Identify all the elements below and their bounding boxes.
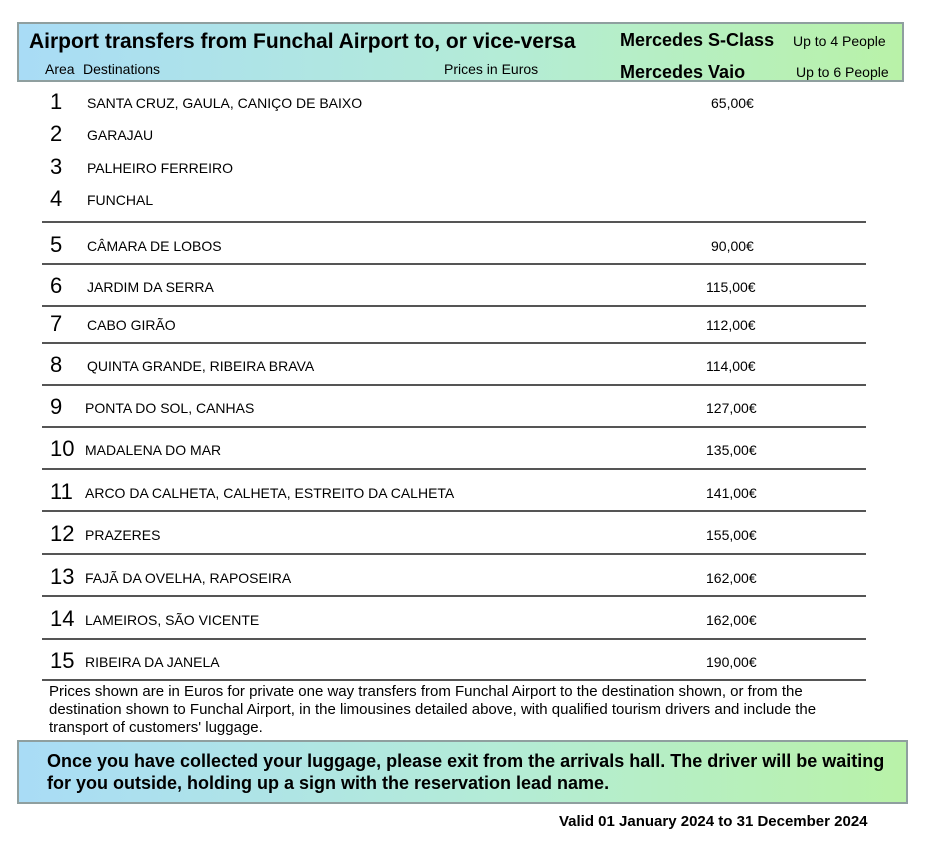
area-number: 4 xyxy=(50,186,63,211)
area-number: 6 xyxy=(50,273,63,298)
destination-name: JARDIM DA SERRA xyxy=(87,279,214,295)
row-divider xyxy=(42,553,866,555)
page-title: Airport transfers from Funchal Airport to, or vice-versa xyxy=(29,30,576,53)
destinations-column-label: Destinations xyxy=(83,61,161,77)
destination-name: PONTA DO SOL, CANHAS xyxy=(85,400,255,416)
area-number: 2 xyxy=(50,121,63,146)
table-row xyxy=(42,122,866,146)
destination-name: CÂMARA DE LOBOS xyxy=(87,238,222,254)
price-value: 65,00€ xyxy=(711,95,754,111)
area-number: 11 xyxy=(50,479,73,504)
area-number: 5 xyxy=(50,232,63,257)
destination-name: LAMEIROS, SÃO VICENTE xyxy=(85,612,260,628)
table-row xyxy=(42,522,866,546)
table-row xyxy=(42,187,866,211)
price-value: 115,00€ xyxy=(706,279,756,295)
table-row xyxy=(42,649,866,673)
row-divider xyxy=(42,263,866,265)
area-number: 15 xyxy=(50,648,75,673)
area-number: 3 xyxy=(50,154,63,179)
table-row xyxy=(42,274,866,298)
table-row xyxy=(42,395,866,419)
table-row xyxy=(42,233,866,257)
price-value: 162,00€ xyxy=(706,570,757,586)
pricing-note: Prices shown are in Euros for private one way transfers from Funchal Airport to the destination shown, or from the destination shown to Funchal Airport, in the limousines detailed above, with qualified tourism drivers and include the transport of customers' luggage. xyxy=(49,683,817,736)
price-value: 155,00€ xyxy=(706,527,757,543)
vehicle-capacity-s-class: Up to 4 People xyxy=(793,33,886,49)
vehicle-capacity-vaio: Up to 6 People xyxy=(796,64,889,80)
price-value: 141,00€ xyxy=(706,485,757,501)
price-value: 112,00€ xyxy=(706,317,756,333)
price-value: 162,00€ xyxy=(706,612,757,628)
area-column-label: Area xyxy=(45,61,75,77)
row-divider xyxy=(42,384,866,386)
destination-name: QUINTA GRANDE, RIBEIRA BRAVA xyxy=(87,358,315,374)
price-value: 127,00€ xyxy=(706,400,757,416)
table-row xyxy=(42,312,866,336)
row-divider xyxy=(42,595,866,597)
row-divider xyxy=(42,305,866,307)
destination-name: RIBEIRA DA JANELA xyxy=(85,654,220,670)
destination-name: FUNCHAL xyxy=(87,192,154,208)
table-row xyxy=(42,607,866,631)
price-list-header xyxy=(17,22,904,82)
pickup-instructions-text: Once you have collected your luggage, please exit from the arrivals hall. The driver will be waiting for you outside, holding up a sign with the reservation lead name. xyxy=(47,751,885,793)
destination-name: MADALENA DO MAR xyxy=(85,442,222,458)
price-value: 190,00€ xyxy=(706,654,757,670)
price-value: 90,00€ xyxy=(711,238,754,254)
price-value: 114,00€ xyxy=(706,358,756,374)
table-row xyxy=(42,353,866,377)
row-divider xyxy=(42,638,866,640)
prices-column-label: Prices in Euros xyxy=(444,61,539,77)
destination-name: ARCO DA CALHETA, CALHETA, ESTREITO DA CALHETA xyxy=(85,485,455,501)
destination-name: PALHEIRO FERREIRO xyxy=(87,160,233,176)
row-divider xyxy=(42,342,866,344)
area-number: 10 xyxy=(50,436,75,461)
area-number: 9 xyxy=(50,394,63,419)
area-number: 7 xyxy=(50,311,63,336)
table-row xyxy=(42,437,866,461)
row-divider xyxy=(42,426,866,428)
price-value: 135,00€ xyxy=(706,442,757,458)
destination-name: FAJÃ DA OVELHA, RAPOSEIRA xyxy=(85,570,292,586)
destination-name: CABO GIRÃO xyxy=(87,317,176,333)
row-divider xyxy=(42,510,866,512)
area-number: 14 xyxy=(50,606,75,631)
vehicle-name-s-class: Mercedes S-Class xyxy=(620,30,775,50)
table-row xyxy=(42,565,866,589)
area-number: 13 xyxy=(50,564,75,589)
destination-name: GARAJAU xyxy=(87,127,154,143)
area-number: 8 xyxy=(50,352,63,377)
area-number: 12 xyxy=(50,521,75,546)
area-number: 1 xyxy=(50,89,63,114)
vehicle-name-vaio: Mercedes Vaio xyxy=(620,62,746,82)
row-divider xyxy=(42,221,866,223)
destination-name: PRAZERES xyxy=(85,527,161,543)
table-row xyxy=(42,155,866,179)
destination-name: SANTA CRUZ, GAULA, CANIÇO DE BAIXO xyxy=(87,95,363,111)
table-row xyxy=(42,90,866,114)
validity-period: Valid 01 January 2024 to 31 December 2024 xyxy=(559,813,868,830)
row-divider xyxy=(42,468,866,470)
table-row xyxy=(42,480,866,504)
row-divider xyxy=(42,679,866,681)
pickup-instructions-banner xyxy=(17,740,908,804)
